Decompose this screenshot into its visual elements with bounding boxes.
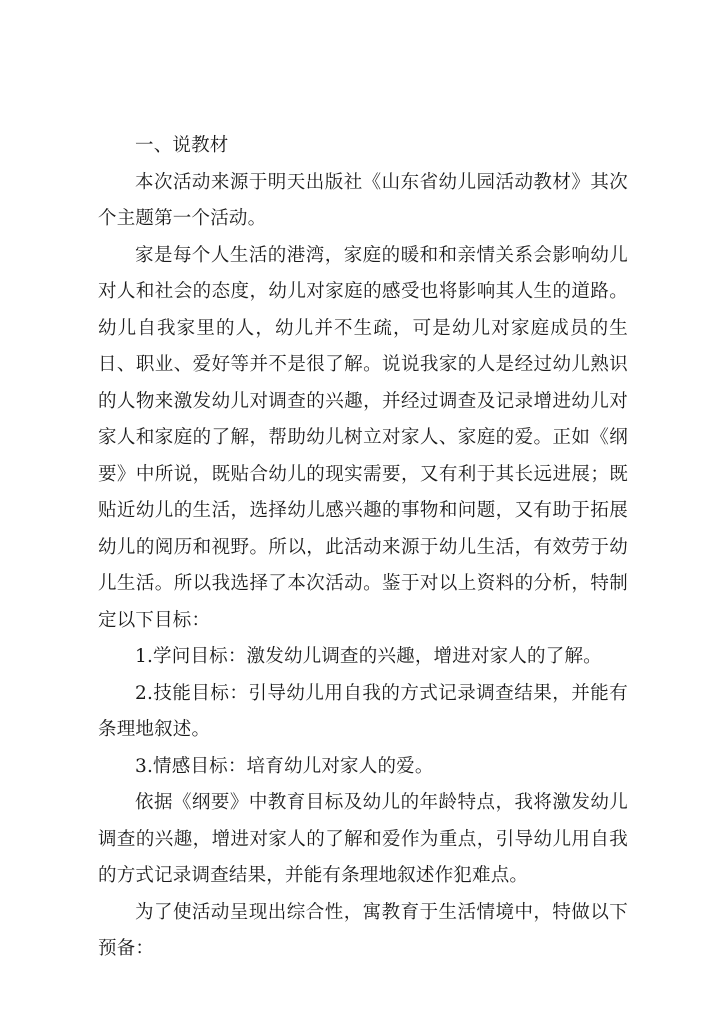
paragraph-preparation: 为了使活动呈现出综合性，寓教育于生活情境中，特做以下预备： [98, 901, 628, 959]
paragraph-source: 本次活动来源于明天出版社《山东省幼儿园活动教材》其次个主题第一个活动。 [98, 171, 628, 229]
paragraph-skill-goal: 2.技能目标：引导幼儿用自我的方式记录调查结果，并能有条理地叙述。 [98, 682, 628, 740]
document-body [98, 128, 628, 968]
paragraph-background: 家是每个人生活的港湾，家庭的暖和和亲情关系会影响幼儿对人和社会的态度，幼儿对家庭的感受也将影响其人生的道路。幼儿自我家里的人，幼儿并不生疏，可是幼儿对家庭成员的生日、职业、爱好等并不是很了解。说说我家的人是经过幼儿熟识的人物来激发幼儿对调查的兴趣，并经过调查及记录增进幼儿对家人和家庭的了解，帮助幼儿树立对家人、家庭的爱。正如《纲要》中所说，既贴合幼儿的现实需要，又有利于其长远进展；既贴近幼儿的生活，选择幼儿感兴趣的事物和问题，又有助于拓展幼儿的阅历和视野。所以，此活动来源于幼儿生活，有效劳于幼儿生活。所以我选择了本次活动。鉴于对以上资料的分析，特制定以下目标： [98, 244, 628, 631]
paragraph-knowledge-goal: 1.学问目标：激发幼儿调查的兴趣，增进对家人的了解。 [135, 646, 602, 667]
paragraph-key-points: 依据《纲要》中教育目标及幼儿的年龄特点，我将激发幼儿调查的兴趣，增进对家人的了解和爱作为重点，引导幼儿用自我的方式记录调查结果，并能有条理地叙述作犯难点。 [98, 792, 628, 886]
paragraph-emotion-goal: 3.情感目标：培育幼儿对家人的爱。 [135, 755, 434, 777]
section-heading: 一、说教材 [135, 135, 229, 156]
